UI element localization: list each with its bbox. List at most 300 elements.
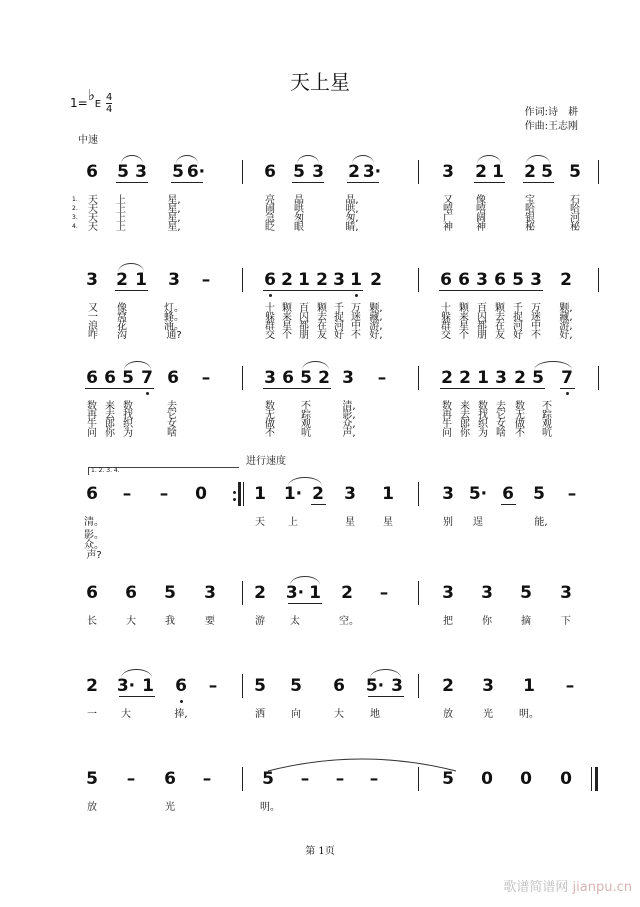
lyric: 你 (482, 616, 492, 627)
lyric: 找 (123, 410, 133, 421)
note: 2 (316, 270, 328, 290)
lyric: 都 (477, 321, 487, 332)
lyric: 好 (513, 330, 523, 341)
key-prefix: 1= (70, 96, 88, 110)
lyric: 来 (282, 312, 292, 323)
note: 3 (344, 484, 356, 504)
lyric: 观 (542, 419, 552, 430)
lyric: 眨 (265, 222, 275, 233)
lyric: 宝 (525, 195, 535, 206)
lyric: 不 (351, 330, 361, 341)
note: 2 (560, 270, 572, 290)
tie-arc (297, 155, 319, 164)
note: 1 (523, 676, 535, 696)
volta-bracket (88, 467, 239, 475)
lyric: 再 (87, 410, 97, 421)
lyric: 游, (369, 321, 383, 332)
staff-row-3 (0, 368, 640, 448)
staff-row-4 (0, 484, 640, 574)
lyric: 哈 (570, 204, 580, 215)
bar-line (418, 160, 419, 184)
lyric: 问 (442, 428, 452, 439)
lyric: 问 (87, 428, 97, 439)
lyric: 逞 (473, 517, 483, 528)
lyric: 吭 (301, 428, 311, 439)
underline (560, 388, 575, 389)
lyric: 牛 (442, 419, 452, 430)
lyric: 啥 (496, 428, 506, 439)
watermark-site-name: 歌谱简谱网 (503, 880, 569, 895)
note: 3 (482, 676, 494, 696)
note: 0 (481, 769, 493, 789)
lyric: 女 (496, 419, 506, 430)
note: 6 (458, 270, 470, 290)
note: – (208, 676, 218, 696)
octave-dot (146, 392, 149, 395)
note: 3 (135, 162, 147, 182)
lyric: 大 (121, 709, 131, 720)
note: 6 (164, 769, 176, 789)
note: 1 (492, 162, 504, 182)
lyric: 数 (265, 401, 275, 412)
repeat-dot (233, 491, 236, 494)
lyric: 咋 (88, 330, 98, 341)
lyric: 清。 (84, 517, 104, 528)
verse-number: 4. (72, 223, 78, 230)
note: 5 (293, 162, 305, 182)
lyric: 地 (370, 709, 380, 720)
lyric: 不 (531, 330, 541, 341)
underline (523, 182, 554, 183)
lyric: 群 (441, 321, 451, 332)
lyric: 郎 (460, 419, 470, 430)
note: 5 (533, 484, 545, 504)
lyric: 百 (299, 303, 309, 314)
lyric: 又 (443, 195, 453, 206)
tie-arc (290, 576, 320, 585)
lyric: 去 (495, 312, 505, 323)
note: 3 (391, 676, 403, 696)
lyric: 声? (86, 550, 102, 561)
note: 6 (167, 368, 179, 388)
lyric: 下 (561, 616, 571, 627)
lyric: 颗 (495, 303, 505, 314)
note: 3 (333, 270, 345, 290)
note: 5 (86, 769, 98, 789)
underline (292, 182, 324, 183)
lyric: 捉 (513, 312, 523, 323)
note: – (300, 769, 310, 789)
lyric: 花 (117, 321, 127, 332)
underline (368, 696, 404, 697)
lyric: 来 (105, 401, 115, 412)
tie-arc (534, 361, 572, 370)
tie-arc (288, 477, 322, 486)
bar-line (242, 767, 243, 791)
lyric: 友 (317, 330, 327, 341)
lyric: 别 (443, 517, 453, 528)
note: 3· (116, 676, 136, 696)
lyric: 星 (383, 517, 393, 528)
bar-line (418, 581, 419, 605)
lyric: 千 (513, 303, 523, 314)
lyric: 天 (88, 222, 98, 233)
lyric: 声, (342, 428, 356, 439)
lyric: 星, (167, 213, 181, 224)
lyric: 空。 (339, 616, 359, 627)
bar-line (242, 674, 243, 698)
underline (263, 290, 363, 291)
lyric: 星, (167, 222, 181, 233)
lyric: 为 (123, 428, 133, 439)
tie-arc (121, 669, 152, 678)
lyric: 去 (317, 312, 327, 323)
lyric: 向 (291, 709, 301, 720)
volta-label: 1. 2. 3. 4. (91, 467, 120, 474)
lyric: 迷 (531, 312, 541, 323)
note: 2 (348, 162, 360, 182)
note: 5 (512, 270, 524, 290)
lyric: 不 (265, 428, 275, 439)
time-top: 4 (105, 92, 113, 103)
note: 7 (561, 368, 573, 388)
note: 2 (86, 676, 98, 696)
note: 3 (342, 368, 354, 388)
note: 3 (442, 162, 454, 182)
note: 6 (264, 270, 276, 290)
lyric: 星, (167, 195, 181, 206)
verse-number: 1. (72, 196, 78, 203)
underline (347, 182, 379, 183)
page-title: 天上星 (290, 70, 350, 94)
lyric: 郎 (105, 419, 115, 430)
lyric: 数 (515, 401, 525, 412)
lyric: 都 (299, 321, 309, 332)
key-note: E (94, 99, 102, 110)
lyric: 哄 (294, 204, 304, 215)
lyric: 长 (87, 616, 97, 627)
note: – (122, 484, 132, 504)
lyric: 牛 (87, 419, 97, 430)
lyric: 颗, (369, 303, 383, 314)
underline (439, 290, 543, 291)
note: 5 (442, 769, 454, 789)
lyric: 蜂。 (164, 312, 184, 323)
staff-row-1 (0, 162, 640, 242)
lyric: 放 (87, 802, 97, 813)
lyric: 迷 (351, 312, 361, 323)
tempo-marking: 中速 (78, 135, 98, 146)
lyric: 天 (88, 213, 98, 224)
lyric: 浪 (88, 321, 98, 332)
lyric: 一 (87, 709, 97, 720)
lyric: 不 (515, 428, 525, 439)
note: 5 (254, 676, 266, 696)
underline (501, 504, 516, 505)
note: 2 (475, 162, 487, 182)
lyric: 银 (525, 213, 535, 224)
lyric: 你 (105, 428, 115, 439)
lyricist: 作词:诗 耕 (524, 107, 578, 118)
note: 5 (300, 368, 312, 388)
note: 2 (524, 162, 536, 182)
lyric: 闪 (299, 312, 309, 323)
tie-arc-long (266, 753, 458, 773)
bar-line (242, 160, 243, 184)
repeat-dot (233, 498, 236, 501)
note: 2 (341, 583, 353, 603)
lyric: 踪 (542, 410, 552, 421)
lyric: 要 (205, 616, 215, 627)
note: 5· (365, 676, 385, 696)
note: 6 (86, 484, 98, 504)
lyric: 我 (165, 616, 175, 627)
note: 2 (312, 484, 324, 504)
lyric: 藏, (369, 312, 383, 323)
lyric: 在 (495, 321, 505, 332)
note: – (159, 484, 169, 504)
note: 6 (282, 368, 294, 388)
lyric: 十 (265, 303, 275, 314)
lyric: 神 (476, 222, 486, 233)
lyric: 影, (342, 410, 356, 421)
note: 6 (175, 676, 187, 696)
note: 2 (442, 676, 454, 696)
lyric: 它 (496, 410, 506, 421)
bar-line (242, 268, 243, 292)
tie-arc (352, 155, 374, 164)
staff-row-6 (0, 676, 640, 736)
note: – (335, 769, 345, 789)
lyric: 窝 (117, 312, 127, 323)
lyric: 吭 (542, 428, 552, 439)
lyric: 捧, (174, 709, 188, 720)
lyric: 好, (369, 330, 383, 341)
tie-arc (121, 155, 143, 164)
note: 6 (86, 162, 98, 182)
lyric: 洒 (255, 709, 265, 720)
lyric: 众, (342, 419, 356, 430)
lyric: 来 (459, 312, 469, 323)
lyric: 朋 (299, 330, 309, 341)
note: 5 (164, 583, 176, 603)
underline (85, 388, 154, 389)
verse-number: 2. (72, 205, 78, 212)
lyric: 闹 (265, 204, 275, 215)
lyric: 朋 (477, 330, 487, 341)
lyric: 明。 (260, 802, 280, 813)
lyric: 眼 (294, 222, 304, 233)
underline (311, 504, 326, 505)
composer: 作曲:王志刚 (524, 121, 578, 132)
note: – (567, 484, 577, 504)
lyric: 天 (255, 517, 265, 528)
note: 3· (285, 583, 305, 603)
note: 1· (283, 484, 303, 504)
lyric: 明。 (519, 709, 539, 720)
lyric: 能, (534, 517, 548, 528)
lyric: 一 (88, 312, 98, 323)
tie-arc (477, 155, 501, 164)
lyric: 颗 (459, 303, 469, 314)
lyric: 沟 (117, 330, 127, 341)
lyric: 万 (351, 303, 361, 314)
tie-arc (124, 361, 151, 370)
note: 3· (362, 162, 382, 182)
note: 3 (204, 583, 216, 603)
note: 3 (476, 270, 488, 290)
lyric: 神 (443, 222, 453, 233)
bar-line (598, 268, 599, 292)
lyric: 女 (167, 419, 177, 430)
note: – (565, 676, 575, 696)
key-signature (70, 86, 113, 115)
lyric: 像 (476, 195, 486, 206)
note: 5 (569, 162, 581, 182)
repeat-bar (238, 482, 241, 506)
final-bar-thin (591, 767, 592, 791)
note: 6 (104, 368, 116, 388)
note: 3 (86, 270, 98, 290)
lyric: 哄, (345, 204, 359, 215)
lyric: 数 (123, 401, 133, 412)
lyric: 上 (116, 204, 126, 215)
lyric: 星 (282, 321, 292, 332)
lyric: 星, (167, 204, 181, 215)
lyric: 来 (460, 401, 470, 412)
underline (116, 182, 148, 183)
note: 5 (532, 368, 544, 388)
lyric: 天 (88, 195, 98, 206)
lyric: 个 (282, 330, 292, 341)
lyric: 涌。 (164, 321, 184, 332)
lyric: 游 (255, 616, 265, 627)
lyric: 它 (167, 410, 177, 421)
lyric: 你 (460, 428, 470, 439)
staff-row-7 (0, 769, 640, 829)
lyric: 河 (334, 321, 344, 332)
lyric: 星 (345, 517, 355, 528)
lyric: 大 (126, 616, 136, 627)
underline (119, 696, 155, 697)
octave-dot (180, 700, 183, 703)
note: 2 (318, 368, 330, 388)
lyric: 不 (301, 401, 311, 412)
lyric: 中 (531, 321, 541, 332)
note: – (126, 769, 136, 789)
tie-arc (526, 155, 550, 164)
bar-line (598, 366, 599, 390)
note: 3 (442, 583, 454, 603)
lyric: 去 (167, 401, 177, 412)
lyric: 颗, (559, 303, 573, 314)
lyric: 星 (459, 321, 469, 332)
underline (474, 182, 505, 183)
lyric: 再 (442, 410, 452, 421)
staff-row-2 (0, 270, 640, 350)
note: 5 (117, 162, 129, 182)
lyric: 友 (495, 330, 505, 341)
note: 7 (141, 368, 153, 388)
lyric: 上 (116, 195, 126, 206)
repeat-bar (243, 482, 244, 506)
lyric: 河 (513, 321, 523, 332)
speed-change-marking: 进行速度 (246, 456, 286, 467)
note: 2 (281, 270, 293, 290)
staff-row-5 (0, 583, 640, 643)
watermark (503, 876, 632, 895)
underline (115, 290, 148, 291)
bar-line (242, 581, 243, 605)
note: 0 (560, 769, 572, 789)
lyric: 太 (290, 616, 300, 627)
time-signature (106, 92, 112, 115)
lyric: 像 (117, 303, 127, 314)
lyric: 织 (123, 419, 133, 430)
note: 6 (125, 583, 137, 603)
note: 5· (468, 484, 488, 504)
note: 2 (254, 583, 266, 603)
note: 3 (530, 270, 542, 290)
note: 3 (312, 162, 324, 182)
lyric: 万 (531, 303, 541, 314)
note: 5 (520, 583, 532, 603)
note: 6 (86, 368, 98, 388)
lyric: 个 (459, 330, 469, 341)
tie-arc (370, 669, 401, 678)
note: 5 (262, 769, 274, 789)
note: 3 (495, 368, 507, 388)
time-bottom: 4 (105, 104, 113, 115)
flat-sign: ♭ (87, 86, 95, 104)
note: 2 (441, 368, 453, 388)
lyric: 数 (87, 401, 97, 412)
lyric: 游, (559, 321, 573, 332)
lyric: 亮 (265, 195, 275, 206)
tie-arc (176, 155, 198, 164)
octave-dot (355, 294, 358, 297)
lyric: 踪 (301, 410, 311, 421)
lyric: 在 (317, 321, 327, 332)
lyric: 藏, (559, 312, 573, 323)
lyric: 清, (342, 401, 356, 412)
lyric: 百 (477, 303, 487, 314)
lyric: 放 (443, 709, 453, 720)
lyric: 不 (542, 401, 552, 412)
note: 6 (440, 270, 452, 290)
note: 0 (195, 484, 207, 504)
lyric: 为 (478, 428, 488, 439)
underline (263, 388, 331, 389)
lyric: 天 (88, 204, 98, 215)
note: 2 (116, 270, 128, 290)
final-bar-thick (595, 767, 598, 791)
note: – (201, 368, 211, 388)
note: 5 (290, 676, 302, 696)
lyric: 秘 (570, 222, 580, 233)
lyric: 摘 (521, 616, 531, 627)
lyric: 石 (570, 195, 580, 206)
lyric: 匆 (294, 213, 304, 224)
lyric: 阔 (476, 213, 486, 224)
note: 2 (514, 368, 526, 388)
note: – (379, 583, 389, 603)
note: 1 (477, 368, 489, 388)
bar-line (418, 674, 419, 698)
lyric: 数 (442, 401, 452, 412)
lyric: 匆, (345, 213, 359, 224)
note: 5 (541, 162, 553, 182)
